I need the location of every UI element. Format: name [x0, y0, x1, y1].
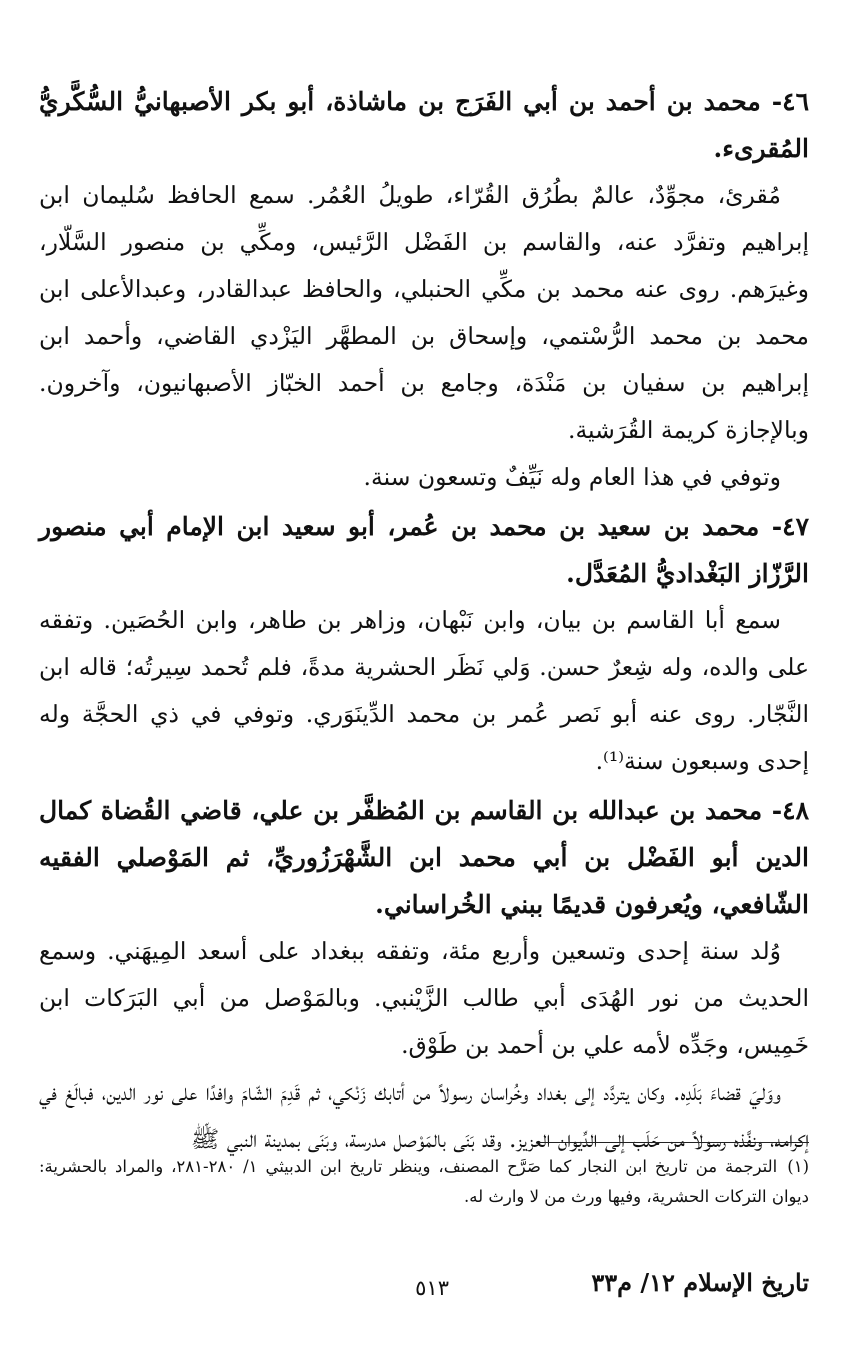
entry-paragraph: وتوفي في هذا العام وله نَيِّفٌ وتسعون سنة. — [363, 463, 781, 491]
footnote-number: (١) — [787, 1157, 809, 1176]
entry-paragraph: ووَليَ قضاءَ بَلَدِه. وكان يتردَّد إلى بغداد وخُراسان رسولاً من أتابك زَنْكي، ثم قَدِمَ الشّامَ وافدًا على نور الدين، فبالَغ في إكرامه، ونفَّذه رسولاً من حَلَب إلى الدِّيوان العزيز. وقد بَنَى بالمَوْصل مدرسة، وبَنَى بمدينة النبي ﷺ — [39, 1078, 809, 1153]
entry-paragraph: مُقرئ، مجوِّدٌ، عالمٌ بطُرُق القُرّاء، طويلُ العُمُر. سمع الحافظ سُليمان ابن إبراهيم وتفرَّد عنه، والقاسم بن الفَضْل الرَّئيس، ومكِّي بن منصور السَّلّار، وغيرَهم. روى عنه محمد بن مكِّي الحنبلي، والحافظ عبدالقادر، وعبدالأعلى ابن محمد بن محمد الرُّسْتمي، وإسحاق بن المطهَّر اليَزْدي القاضي، وأحمد ابن إبراهيم بن سفيان بن مَنْدَة، وجامع بن أحمد الخبّاز الأصبهانيون، وآخرون. وبالإجازة كريمة القُرَشية. — [39, 181, 809, 444]
entry-paragraph: سمع أبا القاسم بن بيان، وابن نَبْهان، وزاهر بن طاهر، وابن الحُصَين. وتفقه على والده، وله شِعرٌ حسن. وَلي نَظَر الحشرية مدةً، فلم تُحمد سِيرتُه؛ قاله ابن النَّجّار. روى عنه أبو نَصر عُمر بن محمد الدِّينَوَري. وتوفي في ذي الحجَّة وله إحدى وسبعون سنة⁽¹⁾. — [39, 606, 809, 775]
main-text — [39, 78, 809, 1163]
entry-heading: ٤٦- محمد بن أحمد بن أبي الفَرَج بن ماشاذة، أبو بكر الأصبهانيُّ السُّكَّريُّ المُقرىء. — [39, 87, 809, 163]
footnote-text: الترجمة من تاريخ ابن النجار كما صَرَّح المصنف، وينظر تاريخ ابن الدبيثي ١/ ٢٨٠-٢٨١، والمراد بالحشرية: ديوان التركات الحشرية، وفيها ورث من لا وارث له. — [39, 1157, 809, 1206]
footnote-divider — [539, 1142, 809, 1143]
entry-heading: ٤٨- محمد بن عبدالله بن القاسم بن المُظفَّر بن علي، قاضي القُضاة كمال الدين أبو الفَضْل بن أبي محمد ابن الشَّهْرَزُوريِّ، ثم المَوْصلي الفقيه الشّافعي، ويُعرفون قديمًا ببني الخُراساني. — [39, 796, 809, 919]
page-number: ٥١٣ — [415, 1276, 449, 1300]
running-head: تاريخ الإسلام ١٢/ م٣٣ — [591, 1268, 809, 1297]
entry-heading: ٤٧- محمد بن سعيد بن محمد بن عُمر، أبو سعيد ابن الإمام أبي منصور الرَّزّاز البَغْداديُّ المُعَدَّل. — [39, 512, 809, 588]
page-footer — [39, 1268, 809, 1308]
footnote — [39, 1152, 809, 1212]
entry-paragraph: وُلد سنة إحدى وتسعين وأربع مئة، وتفقه ببغداد على أسعد المِيهَني. وسمع الحديث من نور الهُدَى أبي طالب الزَّيْنبي. وبالمَوْصل من أبي البَرَكات ابن خَمِيس، وجَدِّه لأمه علي بن أحمد بن طَوْق. — [39, 937, 809, 1059]
